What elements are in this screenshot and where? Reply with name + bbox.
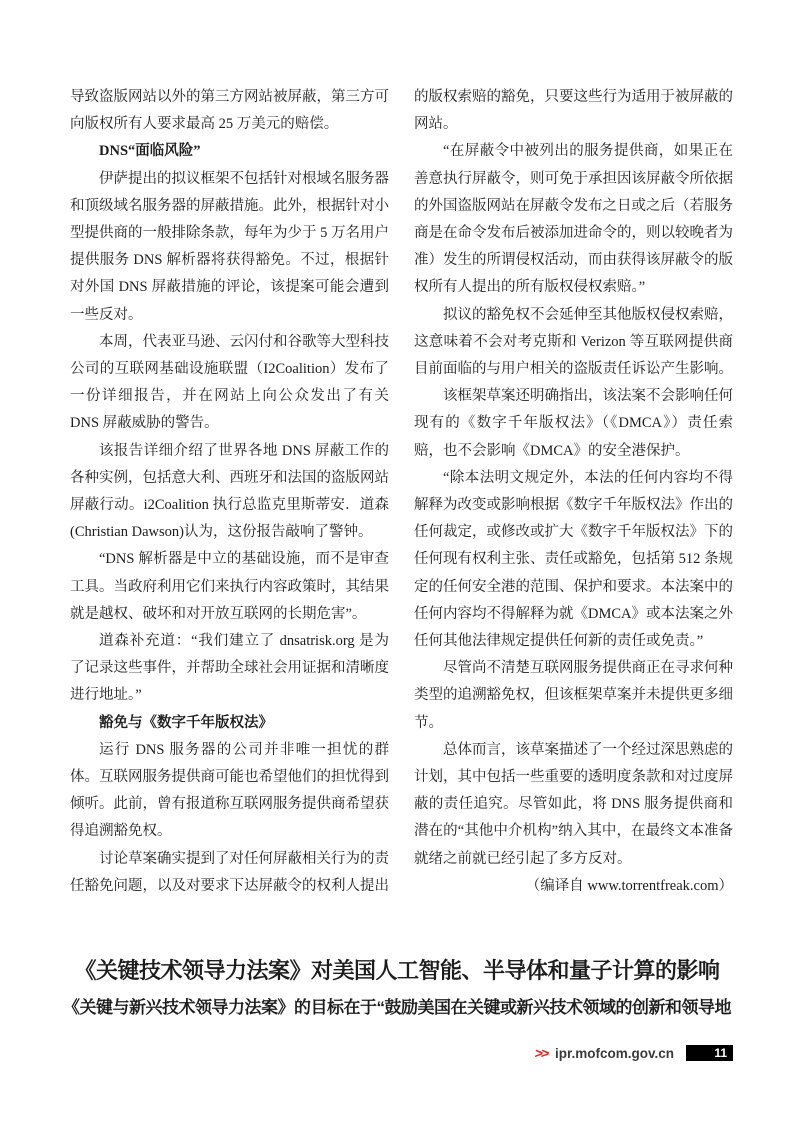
left-column [70, 84, 389, 900]
paragraph: “DNS 解析器是中立的基础设施，而不是审查工具。当政府利用它们来执行内容政策时，其结果就是越权、破坏和对开放互联网的长期危害”。 [70, 551, 389, 622]
paragraph: 运行 DNS 服务器的公司并非唯一担忧的群体。互联网服务提供商可能也希望他们的担忧得到倾听。此前，曾有报道称互联网服务提供商希望获得追溯豁免权。 [70, 741, 389, 840]
section-heading: 豁免与《数字千年版权法》 [99, 714, 273, 731]
footer-site-url: ipr.mofcom.gov.cn [554, 1045, 674, 1061]
paragraph: 总体而言，该草案描述了一个经过深思熟虑的计划，其中包括一些重要的透明度条款和对过度屏蔽的责任追究。尽管如此，将 DNS 服务提供商和潜在的“其他中介机构”纳入其中，在最终文本准备就绪之前就已经引起了多方反对。 [414, 741, 733, 867]
section-heading: DNS“面临风险” [99, 143, 201, 160]
paragraph: 道森补充道：“我们建立了 dnsatrisk.org 是为了记录这些事件，并帮助全球社会用证据和清晰度进行地址。” [70, 633, 389, 704]
right-column [414, 84, 733, 900]
double-chevron-icon: >> [533, 1045, 549, 1061]
page-number: 11 [714, 1046, 727, 1060]
next-article-title: 《关键技术领导力法案》对美国人工智能、半导体和量子计算的影响 [74, 958, 720, 983]
paragraph: “除本法明文规定外，本法的任何内容均不得解释为改变或影响根据《数字千年版权法》作出的任何裁定，或修改或扩大《数字千年版权法》下的任何现有权利主张、责任或豁免，包括第 512 条规定的任何安全港的范围、保护和要求。本法案中的任何内容均不得解释为就《DMCA》或本法案之外任何其他法律规定提供任何新的责任或免责。” [414, 469, 734, 650]
paragraph: 伊萨提出的拟议框架不包括针对根域名服务器和顶级域名服务器的屏蔽措施。此外，根据针对小型提供商的一般排除条款，每年为少于 5 万名用户提供服务 DNS 解析器将获得豁免。不过，根据针对外国 DNS 屏蔽措施的评论，该提案可能会遭到一些反对。 [70, 170, 389, 323]
next-article-intro: 《关键与新兴技术领导力法案》的目标在于“鼓励美国在关键或新兴技术领域的创新和领导地 [63, 997, 731, 1017]
next-article-header [0, 956, 794, 1019]
paragraph: 该框架草案还明确指出，该法案不会影响任何现有的《数字千年版权法》（《DMCA》）责任索赔，也不会影响《DMCA》的安全港保护。 [414, 388, 733, 459]
paragraph: 的版权索赔的豁免，只要这些行为适用于被屏蔽的网站。 [414, 89, 733, 133]
page-number-badge [686, 1045, 733, 1061]
paragraph: 该报告详细介绍了世界各地 DNS 屏蔽工作的各种实例，包括意大利、西班牙和法国的盗版网站屏蔽行动。i2Coalition 执行总监克里斯蒂安．道森(Christian Dawson)认为，这份报告敲响了警钟。 [70, 442, 389, 541]
paragraph: 本周，代表亚马逊、云闪付和谷歌等大型科技公司的互联网基础设施联盟（I2Coalition）发布了一份详细报告，并在网站上向公众发出了有关 DNS 屏蔽威胁的警告。 [70, 333, 389, 432]
paragraph: “在屏蔽令中被列出的服务提供商，如果正在善意执行屏蔽令，则可免于承担因该屏蔽令所依据的外国盗版网站在屏蔽令发布之日或之后（若服务商是在命令发布后被添加进命令的，则以较晚者为准）发生的所谓侵权活动，而由获得该屏蔽令的版权所有人提出的所有版权侵权索赔。” [414, 143, 733, 296]
page-footer [535, 1045, 733, 1061]
paragraph: 拟议的豁免权不会延伸至其他版权侵权索赔，这意味着不会对考克斯和 Verizon 等互联网提供商目前面临的与用户相关的盗版责任诉讼产生影响。 [414, 306, 733, 378]
paragraph: 尽管尚不清楚互联网服务提供商正在寻求何种类型的追溯豁免权，但该框架草案并未提供更多细节。 [414, 660, 733, 731]
paragraph: 讨论草案确实提到了对任何屏蔽相关行为的责任豁免问题，以及对要求下达屏蔽令的权利人提出 [70, 850, 389, 894]
source-attribution: （编译自 www.torrentfreak.com） [525, 877, 733, 894]
article-body [70, 84, 733, 900]
paragraph: 导致盗版网站以外的第三方网站被屏蔽，第三方可向版权所有人要求最高 25 万美元的赔偿。 [70, 89, 389, 133]
